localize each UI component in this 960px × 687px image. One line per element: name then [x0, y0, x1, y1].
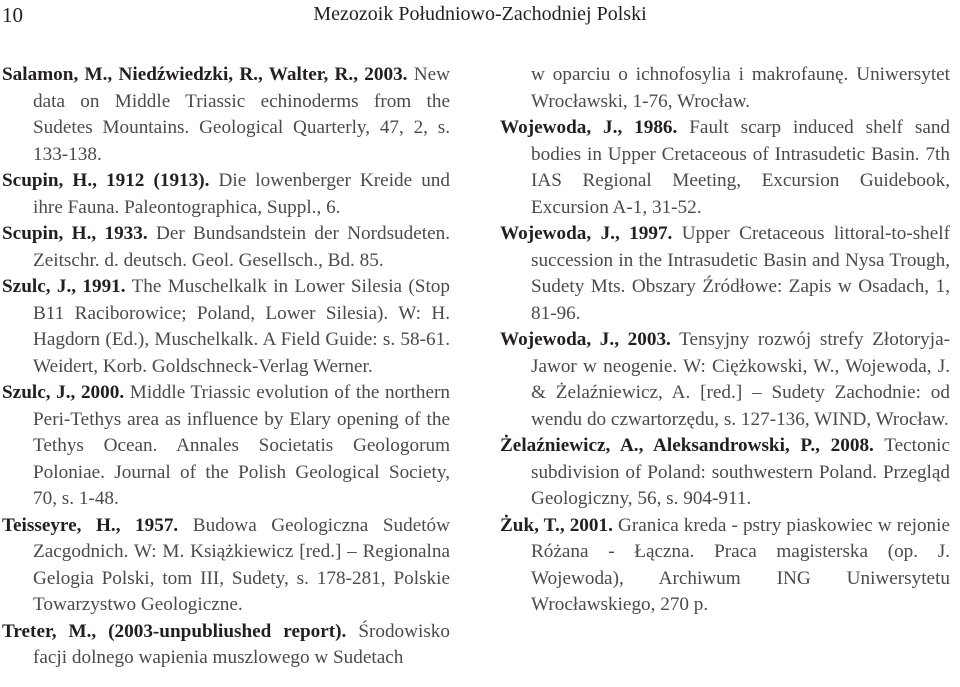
page-header [0, 0, 960, 30]
reference-author: Żelaźniewicz, A., Aleksandrowski, P., 2008. [500, 435, 874, 456]
reference-text: Middle Triassic evolution of the northern Peri-Tethys area as influence by Elary opening of the Tethys Ocean. Annales Societatis Geologorum Poloniae. Journal of the Polish Geological Society, 70, s. 1-48. [33, 382, 451, 509]
reference-author: Teisseyre, H., 1957. [2, 514, 179, 536]
reference-text: Granica kreda - pstry piaskowiec w rejonie Różana - Łączna. Praca magisterska (op. J. Wojewoda), Archiwum ING Uniwersytetu Wrocławskiego, 270 p. [531, 514, 951, 615]
reference-entry [2, 62, 450, 168]
reference-author: Wojewoda, J., 1986. [500, 117, 678, 138]
reference-text: Der Bundsandstein der Nordsudeten. Zeitschr. d. deutsch. Geol. Gesellsch., Bd. 85. [33, 223, 450, 271]
reference-text: Die lowenberger Kreide und ihre Fauna. Paleontographica, Suppl., 6. [33, 170, 450, 218]
references-left-column [2, 62, 450, 672]
reference-text: New data on Middle Triassic echinoderms from the Sudetes Mountains. Geological Quarterly, 47, 2, s. 133-138. [33, 64, 451, 165]
reference-entry [500, 513, 950, 619]
reference-author: Szulc, J., 2000. [2, 382, 125, 403]
reference-entry [2, 380, 450, 513]
reference-entry [500, 115, 950, 221]
reference-text: Fault scarp induced shelf sand bodies in Upper Cretaceous of Intrasudetic Basin. 7th IAS Regional Meeting, Excursion Guidebook, Excursion A-1, 31-52. [531, 117, 951, 218]
reference-text: Tensyjny rozwój strefy Złotoryja-Jawor w neogenie. W: Ciężkowski, W., Wojewoda, J. & Żelaźniewicz, A. [red.] – Sudety Zachodnie: od wendu do czwartorzędu, s. 127-136, WIND, Wrocław. [531, 329, 951, 430]
reference-author: Szulc, J., 1991. [2, 276, 126, 297]
running-title: Mezozoik Południowo-Zachodniej Polski [313, 3, 647, 25]
reference-author: Wojewoda, J., 1997. [500, 223, 673, 244]
page-number: 10 [2, 3, 23, 27]
reference-entry [2, 274, 450, 380]
reference-text: Upper Cretaceous littoral-to-shelf succession in the Intrasudetic Basin and Nysa Trough, Sudety Mts. Obszary Źródłowe: Zapis w Osadach, 1, 81-96. [531, 223, 950, 324]
references-right-column [500, 62, 950, 619]
reference-author: Żuk, T., 2001. [500, 514, 613, 536]
reference-continuation: w oparciu o ichnofosylia i makrofaunę. Uniwersytet Wrocławski, 1-76, Wrocław. [531, 64, 950, 112]
reference-entry [2, 168, 450, 221]
reference-text: The Muschelkalk in Lower Silesia (Stop B11 Raciborowice; Poland, Lower Silesia). W: H. Hagdorn (Ed.), Muschelkalk. A Field Guide: s. 58-61. Weidert, Korb. Goldschneck-Verlag Werner. [33, 276, 450, 377]
reference-text: Środowisko facji dolnego wapienia muszlowego w Sudetach [33, 620, 450, 668]
reference-entry [500, 327, 950, 433]
reference-author: Scupin, H., 1933. [2, 223, 148, 244]
reference-author: Scupin, H., 1912 (1913). [2, 170, 210, 191]
reference-entry [2, 619, 450, 672]
reference-entry [2, 513, 450, 619]
reference-author: Wojewoda, J., 2003. [500, 329, 671, 350]
reference-entry [500, 433, 950, 513]
reference-author: Treter, M., (2003-unpubliushed report). [2, 620, 347, 642]
reference-entry [2, 221, 450, 274]
reference-entry [500, 221, 950, 327]
reference-text: Budowa Geologiczna Sudetów Zacgodnich. W: M. Książkiewicz [red.] – Regionalna Gelogia Polski, tom III, Sudety, s. 178-281, Polskie Towarzystwo Geologiczne. [33, 514, 450, 615]
reference-author: Salamon, M., Niedźwiedzki, R., Walter, R., 2003. [2, 64, 408, 85]
reference-text: Tectonic subdivision of Poland: southwestern Poland. Przegląd Geologiczny, 56, s. 904-911. [531, 435, 951, 509]
